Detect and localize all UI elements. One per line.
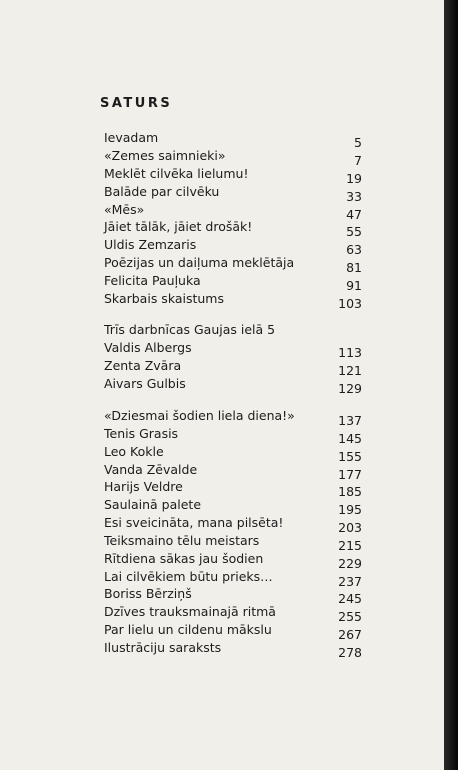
toc-entry-page: 185 (338, 484, 362, 500)
toc-entry-title: Ievadam (104, 130, 159, 145)
toc-entry-page: 129 (338, 380, 362, 396)
toc-entry-title: Valdis Albergs (104, 339, 192, 355)
toc-entry-title: Felicita Pauļuka (104, 273, 201, 289)
toc-entry (104, 340, 362, 358)
toc-entry (104, 426, 362, 444)
toc-entry (104, 533, 362, 551)
toc-entry-page: 237 (338, 573, 362, 589)
toc-entry (104, 376, 362, 394)
toc-entry (104, 497, 362, 518)
toc-entry (104, 586, 362, 607)
toc-entry-title: Lai cilvēkiem būtu prieks… (104, 568, 273, 584)
toc-entry-page: 33 (346, 188, 362, 204)
toc-entry-page: 195 (338, 502, 362, 518)
toc-entry-title: «Mēs» (104, 201, 145, 217)
toc-entry (104, 408, 362, 426)
toc-entry-title: Zenta Zvāra (104, 357, 182, 373)
toc-entry-page: 121 (338, 362, 362, 378)
toc-entry-page: 137 (338, 413, 362, 428)
toc-entry-title: Rītdiena sākas jau šodien (104, 550, 264, 566)
toc-entry-page: 47 (346, 206, 362, 222)
toc-group-1 (104, 130, 362, 312)
toc-entry-title: Trīs darbnīcas Gaujas ielā 5 (104, 322, 276, 337)
toc-entry-page: 113 (338, 344, 362, 360)
toc-entry-page: 103 (338, 296, 362, 312)
toc-entry-page: 55 (346, 224, 362, 240)
toc-entry-title: Saulainā palete (104, 497, 202, 513)
toc-entry-title: Jāiet tālāk, jāiet drošāk! (104, 219, 253, 235)
toc-entry (104, 322, 362, 340)
toc-entry-page: 245 (338, 591, 362, 607)
toc-entry-page: 19 (346, 170, 362, 186)
toc-group-3 (104, 408, 362, 658)
toc-entry-title: Harijs Veldre (104, 479, 183, 495)
toc-entry (104, 130, 362, 148)
toc-entry (104, 515, 362, 536)
page-edge-shadow (444, 0, 458, 770)
toc-entry (104, 202, 362, 220)
toc-entry-page: 255 (338, 609, 362, 625)
toc-entry (104, 358, 362, 376)
toc-entry-title: Par lielu un cildenu mākslu (104, 622, 272, 638)
toc-entry (104, 551, 362, 569)
toc-entry-page: 177 (338, 466, 362, 482)
toc-entry-title: Esi sveicināta, mana pilsēta! (104, 515, 284, 531)
toc-entry-page: 91 (346, 278, 362, 294)
toc-entry (104, 479, 362, 500)
toc-entry-title: Leo Kokle (104, 443, 164, 459)
toc-entry-title: «Zemes saimnieki» (104, 147, 226, 163)
toc-entry-title: «Dziesmai šodien liela diena!» (104, 408, 295, 423)
toc-entry-title: Vanda Zēvalde (104, 461, 198, 477)
toc-entry-title: Tenis Grasis (104, 425, 179, 441)
toc-entry-title: Teiksmaino tēlu meistars (104, 532, 260, 548)
toc-entry-page: 215 (338, 537, 362, 553)
toc-entry-page: 229 (338, 555, 362, 571)
toc-entry (104, 569, 362, 587)
toc-entry (104, 604, 362, 625)
toc-entry (104, 184, 362, 202)
toc-entry (104, 237, 362, 258)
toc-entry-title: Aivars Gulbis (104, 375, 186, 391)
toc-entry (104, 273, 362, 294)
toc-entry-title: Balāde par cilvēku (104, 183, 220, 199)
toc-entry (104, 640, 362, 658)
toc-entry-title: Uldis Zemzaris (104, 237, 197, 253)
toc-heading: SATURS (100, 96, 173, 111)
toc-entry-title: Skarbais skaistums (104, 291, 224, 307)
toc-entry-page: 145 (338, 430, 362, 446)
toc-entry (104, 444, 362, 462)
toc-entry-page: 278 (338, 644, 362, 660)
toc-entry-page: 5 (354, 135, 362, 150)
toc-entry-title: Meklēt cilvēka lielumu! (104, 165, 249, 181)
toc-entry-page: 63 (346, 242, 362, 258)
toc-entry-title: Ilustrāciju saraksts (104, 639, 222, 655)
toc-entry-title: Dzīves trauksmainajā ritmā (104, 604, 276, 620)
toc-entry-page: 203 (338, 520, 362, 536)
toc-entry (104, 622, 362, 643)
toc-entry (104, 166, 362, 184)
toc-entry-page: 81 (346, 260, 362, 276)
toc-entry (104, 219, 362, 240)
toc-entry (104, 291, 362, 312)
toc-entry-page: 267 (338, 627, 362, 643)
toc-entry (104, 255, 362, 276)
toc-group-2 (104, 322, 362, 394)
toc-entry-title: Poēzijas un daiļuma meklētāja (104, 255, 295, 271)
toc-entry-page: 155 (338, 448, 362, 464)
toc-entry (104, 148, 362, 166)
toc-entry-page: 7 (354, 152, 362, 168)
toc-entry (104, 462, 362, 480)
toc-entry-title: Boriss Bērziņš (104, 586, 192, 602)
